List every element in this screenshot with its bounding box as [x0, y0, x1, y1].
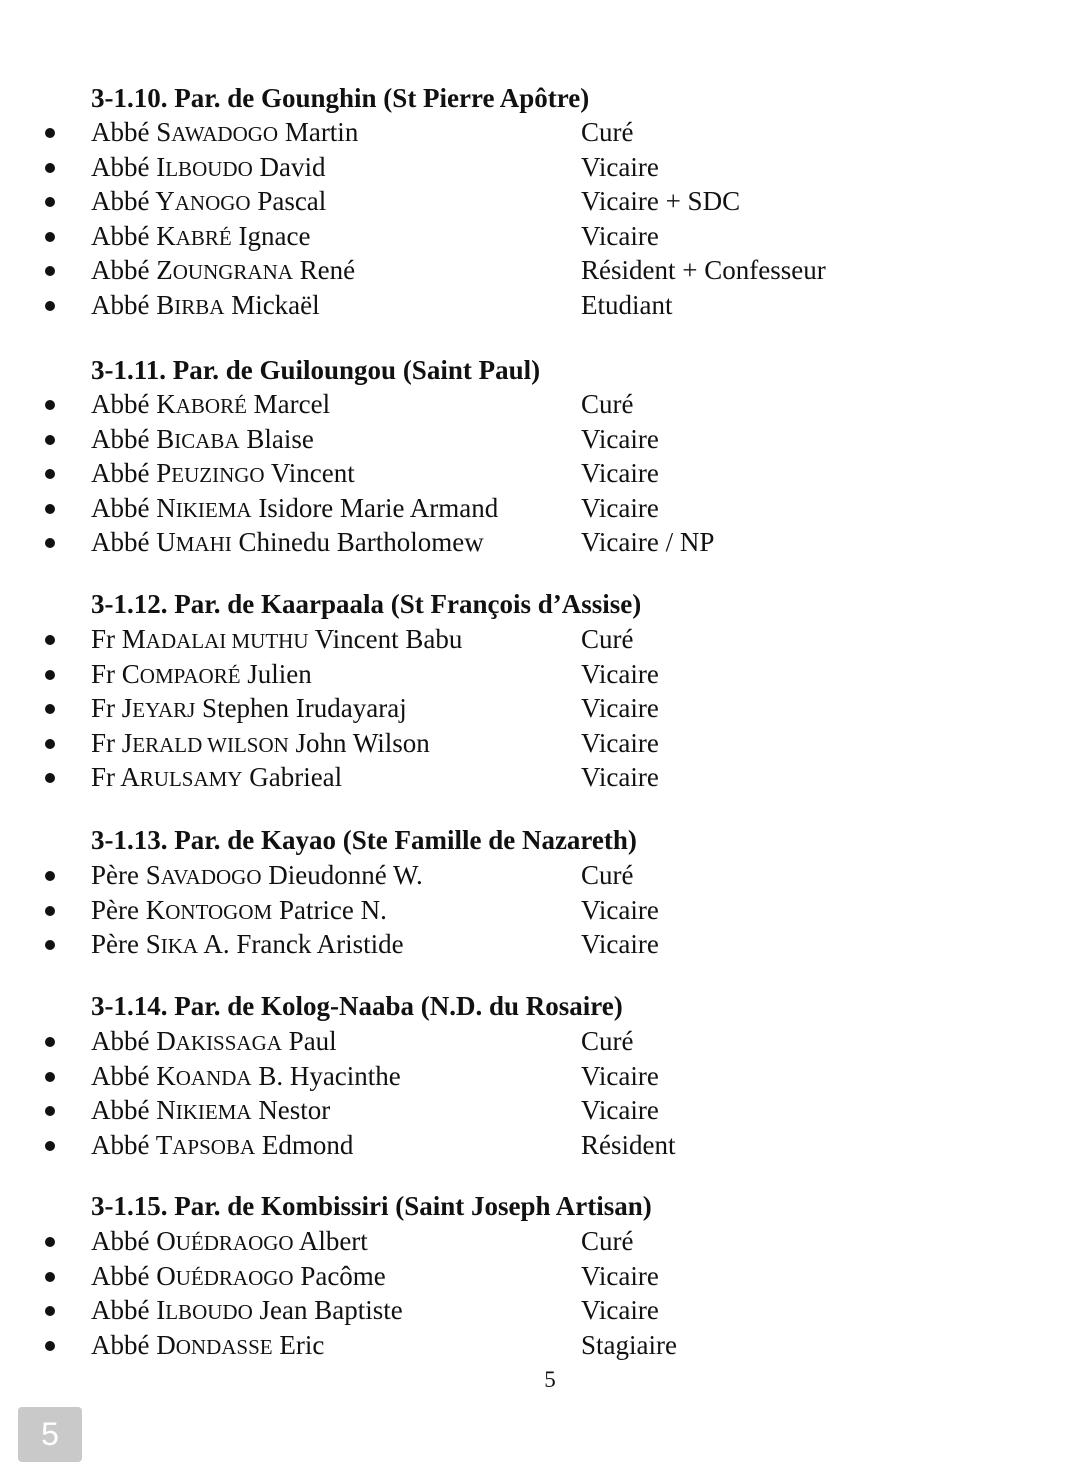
clergy-role: Vicaire — [581, 894, 659, 925]
list-item — [0, 858, 1080, 892]
section-title: 3-1.14. Par. de Kolog-Naaba (N.D. du Rosaire) — [91, 991, 623, 1021]
list-item — [0, 491, 1080, 525]
clergy-role: Vicaire + SDC — [581, 186, 741, 216]
clergy-name: Père SAVADOGO Dieudonné W. — [91, 860, 423, 890]
clergy-name: Père SIKA A. Franck Aristide — [91, 929, 404, 959]
clergy-name: Abbé KABRÉ Ignace — [91, 220, 311, 251]
bullet-icon — [45, 670, 55, 680]
bullet-icon — [45, 1106, 55, 1116]
list-item — [0, 184, 1080, 218]
list-item — [0, 387, 1080, 421]
list-item — [0, 422, 1080, 456]
clergy-name: Abbé ILBOUDO Jean Baptiste — [91, 1295, 403, 1325]
list-item — [0, 150, 1080, 184]
section-title: 3-1.13. Par. de Kayao (Ste Famille de Nazareth) — [91, 825, 637, 855]
clergy-role: Vicaire — [581, 220, 659, 251]
clergy-name: Père KONTOGOM Patrice N. — [91, 894, 387, 925]
list-item — [0, 1059, 1080, 1093]
list-item — [0, 115, 1080, 149]
list-item — [0, 760, 1080, 794]
bullet-icon — [45, 232, 55, 242]
bullet-icon — [45, 1237, 55, 1247]
bullet-icon — [45, 1037, 55, 1047]
list-item — [0, 288, 1080, 322]
clergy-name: Abbé OUÉDRAOGO Albert — [91, 1226, 368, 1256]
clergy-name: Abbé DAKISSAGA Paul — [91, 1026, 337, 1056]
clergy-name: Abbé NIKIEMA Isidore Marie Armand — [91, 492, 499, 523]
page-indicator-badge[interactable]: 5 — [18, 1407, 82, 1462]
bullet-icon — [45, 163, 55, 173]
clergy-role: Vicaire — [581, 693, 659, 723]
clergy-role: Vicaire — [581, 1095, 659, 1125]
clergy-role: Curé — [581, 860, 634, 890]
bullet-icon — [45, 906, 55, 916]
list-item — [0, 657, 1080, 691]
clergy-role: Curé — [581, 389, 634, 419]
bullet-icon — [45, 635, 55, 645]
clergy-role: Vicaire — [581, 1060, 659, 1091]
clergy-role: Curé — [581, 1026, 634, 1056]
bullet-icon — [45, 197, 55, 207]
clergy-name: Fr MADALAI MUTHU Vincent Babu — [91, 624, 463, 654]
clergy-role: Vicaire — [581, 762, 659, 792]
clergy-role: Etudiant — [581, 289, 673, 320]
list-item — [0, 219, 1080, 253]
clergy-role: Vicaire — [581, 151, 659, 182]
bullet-icon — [45, 301, 55, 311]
clergy-name: Fr ARULSAMY Gabrieal — [91, 762, 343, 792]
list-item — [0, 1093, 1080, 1127]
clergy-name: Abbé DONDASSE Eric — [91, 1329, 325, 1360]
clergy-role: Vicaire — [581, 423, 659, 454]
bullet-icon — [45, 1341, 55, 1351]
bullet-icon — [45, 940, 55, 950]
section-title: 3-1.11. Par. de Guiloungou (Saint Paul) — [91, 355, 541, 385]
clergy-name: Abbé ILBOUDO David — [91, 151, 326, 182]
bullet-icon — [45, 773, 55, 783]
clergy-name: Abbé KOANDA B. Hyacinthe — [91, 1060, 401, 1091]
bullet-icon — [45, 1072, 55, 1082]
bullet-icon — [45, 469, 55, 479]
clergy-name: Abbé UMAHI Chinedu Bartholomew — [91, 527, 484, 557]
list-item — [0, 253, 1080, 287]
bullet-icon — [45, 266, 55, 276]
clergy-role: Stagiaire — [581, 1329, 677, 1360]
clergy-role: Résident — [581, 1129, 676, 1160]
clergy-role: Résident + Confesseur — [581, 255, 826, 285]
clergy-role: Vicaire — [581, 1260, 659, 1291]
clergy-name: Abbé SAWADOGO Martin — [91, 117, 359, 147]
section-title: 3-1.10. Par. de Gounghin (St Pierre Apôtre) — [91, 83, 590, 113]
page-number: 5 — [544, 1367, 556, 1392]
clergy-name: Abbé BICABA Blaise — [91, 423, 314, 454]
bullet-icon — [45, 1141, 55, 1151]
clergy-name: Abbé TAPSOBA Edmond — [91, 1129, 354, 1160]
list-item — [0, 456, 1080, 490]
bullet-icon — [45, 400, 55, 410]
bullet-icon — [45, 504, 55, 514]
list-item — [0, 622, 1080, 656]
clergy-role: Vicaire — [581, 727, 659, 758]
section-title: 3-1.12. Par. de Kaarpaala (St François d’Assise) — [91, 589, 642, 619]
section-title: 3-1.15. Par. de Kombissiri (Saint Joseph Artisan) — [91, 1191, 652, 1221]
list-item — [0, 691, 1080, 725]
clergy-role: Vicaire — [581, 1295, 659, 1325]
list-item — [0, 525, 1080, 559]
list-item — [0, 1128, 1080, 1162]
list-item — [0, 1259, 1080, 1293]
list-item — [0, 893, 1080, 927]
clergy-role: Vicaire / NP — [581, 527, 715, 557]
list-item — [0, 1224, 1080, 1258]
clergy-name: Abbé YANOGO Pascal — [91, 186, 327, 216]
clergy-role: Vicaire — [581, 458, 659, 488]
list-item — [0, 1328, 1080, 1362]
bullet-icon — [45, 435, 55, 445]
clergy-role: Vicaire — [581, 492, 659, 523]
clergy-name: Abbé PEUZINGO Vincent — [91, 458, 355, 488]
clergy-name: Abbé NIKIEMA Nestor — [91, 1095, 331, 1125]
bullet-icon — [45, 1272, 55, 1282]
clergy-name: Abbé ZOUNGRANA René — [91, 255, 356, 285]
clergy-role: Vicaire — [581, 929, 659, 959]
bullet-icon — [45, 871, 55, 881]
bullet-icon — [45, 739, 55, 749]
bullet-icon — [45, 128, 55, 138]
clergy-role: Curé — [581, 624, 634, 654]
list-item — [0, 1024, 1080, 1058]
bullet-icon — [45, 538, 55, 548]
clergy-role: Curé — [581, 1226, 634, 1256]
clergy-name: Fr JEYARJ Stephen Irudayaraj — [91, 693, 407, 723]
list-item — [0, 1293, 1080, 1327]
clergy-role: Curé — [581, 117, 634, 147]
bullet-icon — [45, 1306, 55, 1316]
clergy-name: Abbé KABORÉ Marcel — [91, 389, 331, 419]
clergy-name: Fr COMPAORÉ Julien — [91, 658, 312, 689]
clergy-name: Abbé OUÉDRAOGO Pacôme — [91, 1260, 386, 1291]
list-item — [0, 927, 1080, 961]
clergy-role: Vicaire — [581, 658, 659, 689]
list-item — [0, 726, 1080, 760]
clergy-name: Abbé BIRBA Mickaël — [91, 289, 320, 320]
bullet-icon — [45, 704, 55, 714]
clergy-name: Fr JERALD WILSON John Wilson — [91, 727, 430, 758]
